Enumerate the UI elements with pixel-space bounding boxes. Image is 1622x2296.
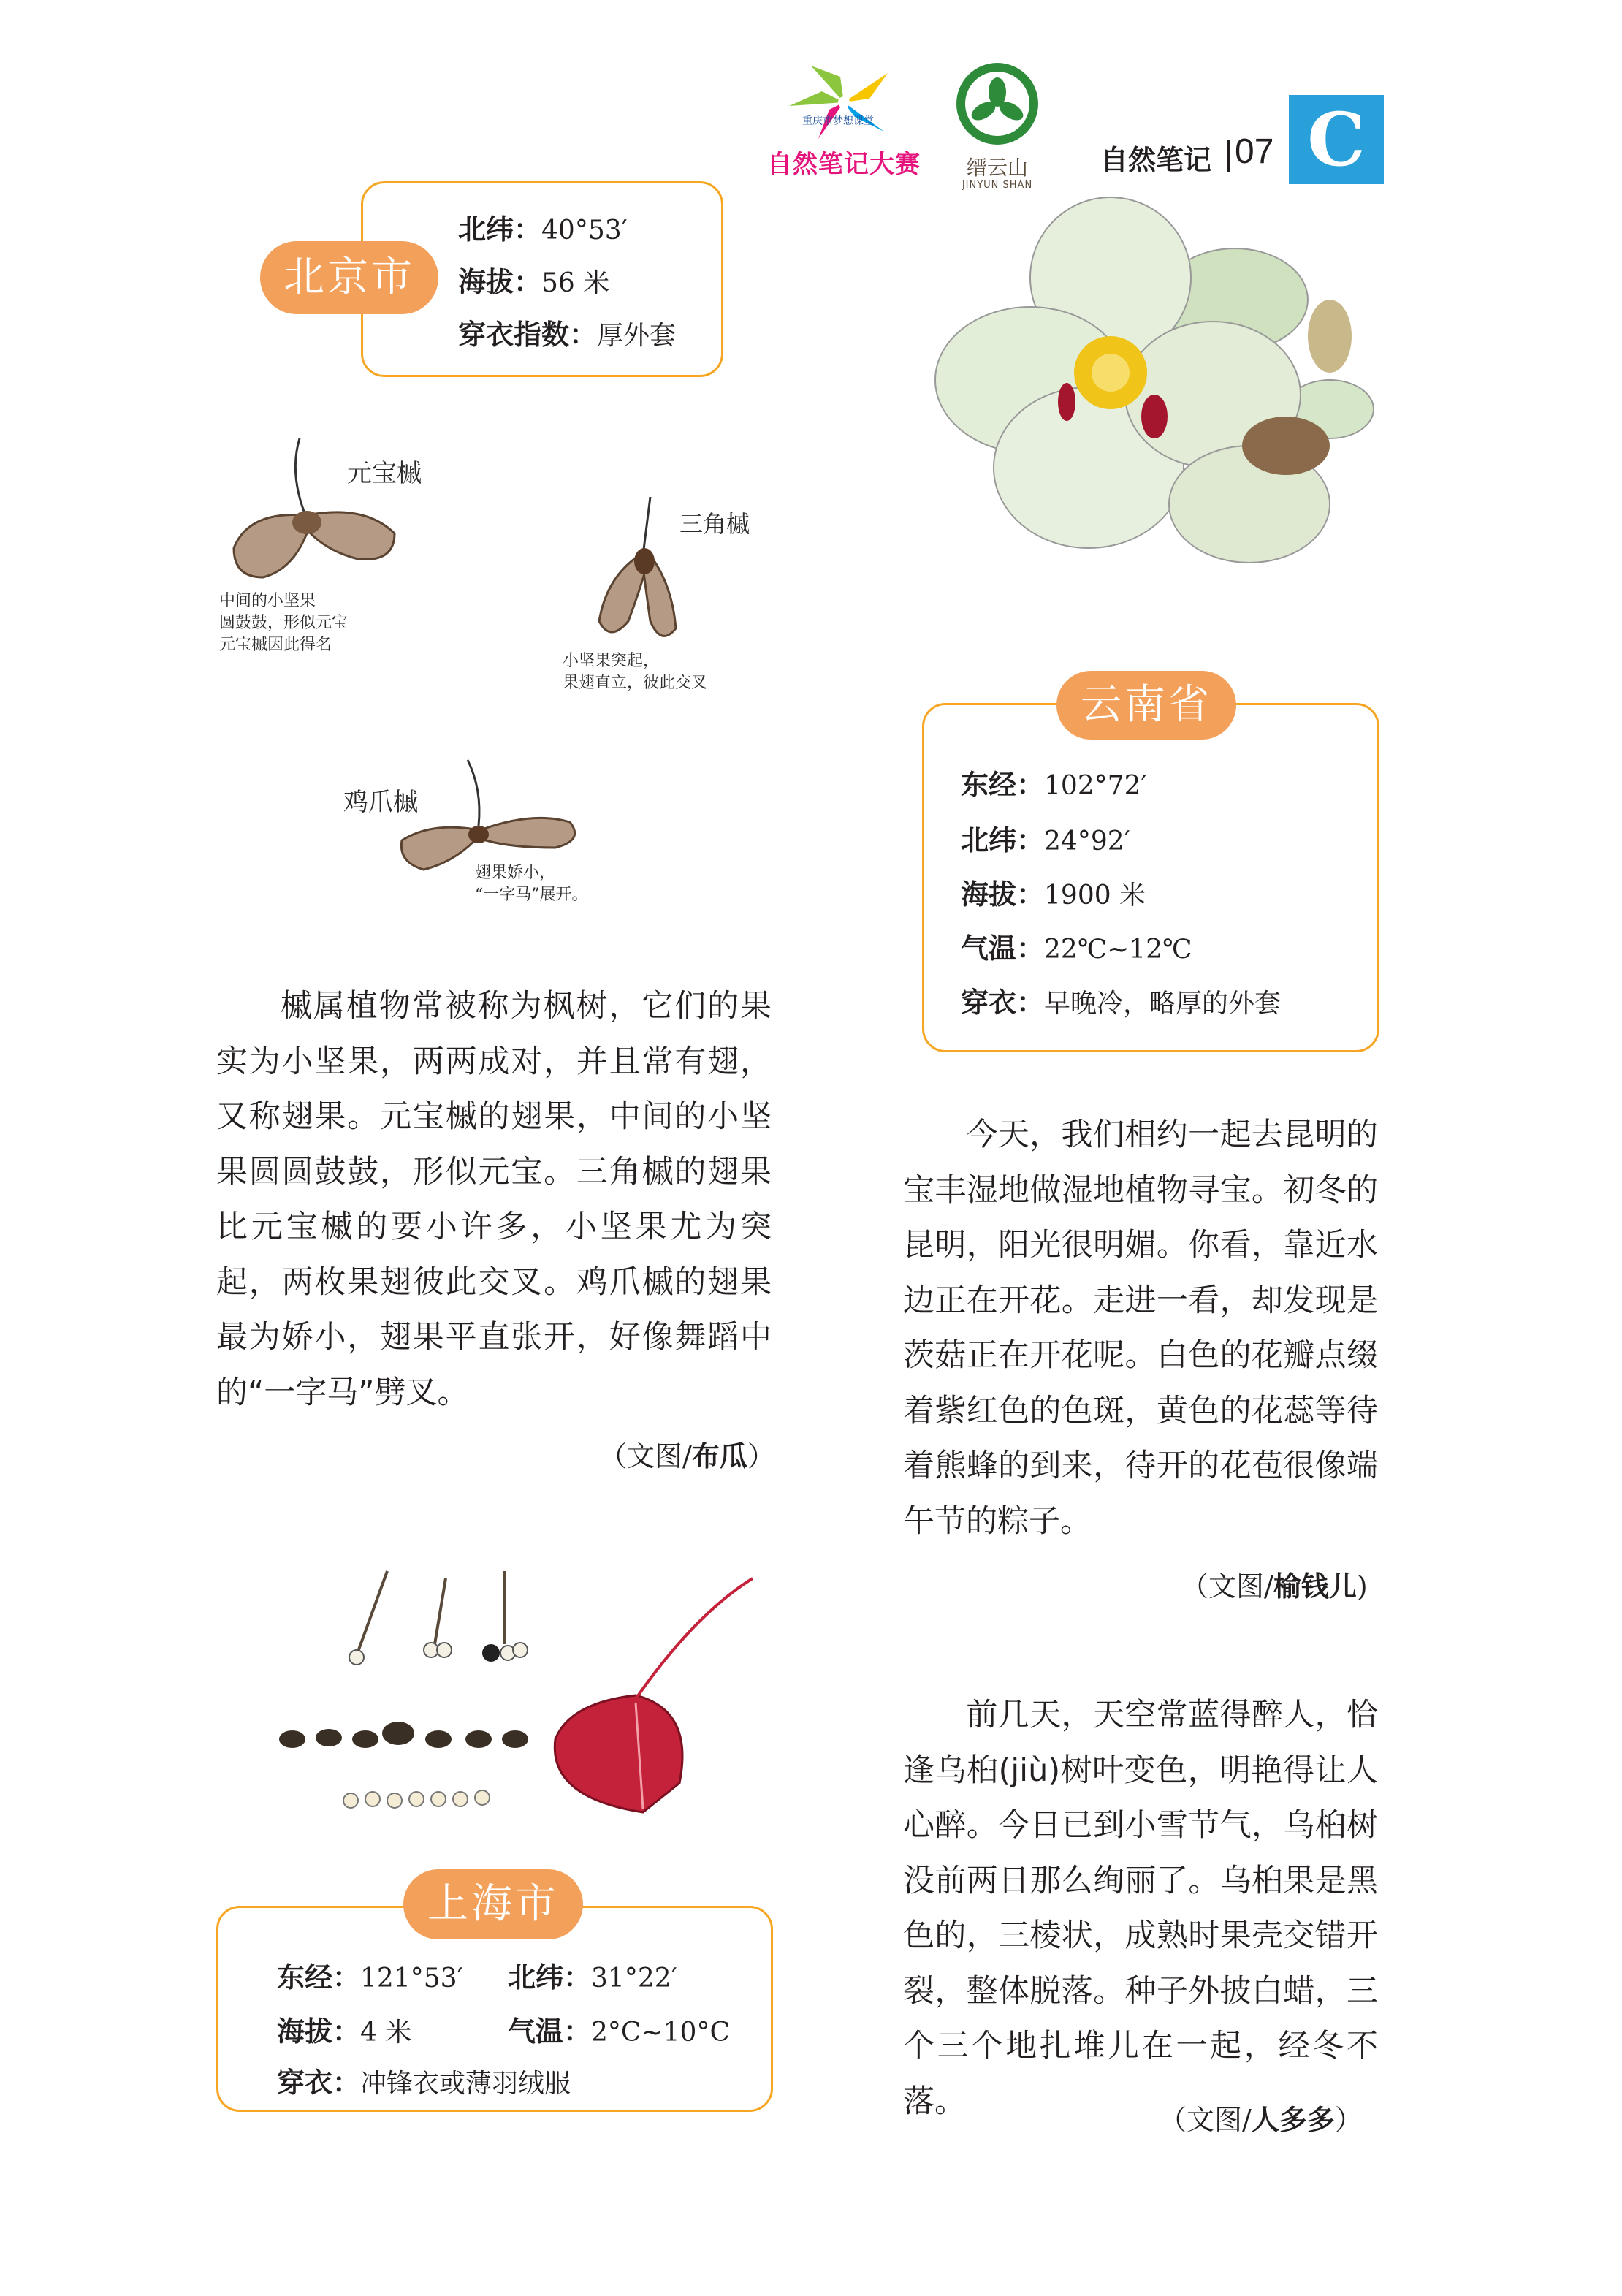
yunnan-clothing: 穿衣：早晚冷，略厚的外套	[961, 987, 1282, 1019]
yunnan-paragraph: 今天，我们相约一起去昆明的宝丰湿地做湿地植物寻宝。初冬的昆明，阳光很明媚。你看，靠近水边正在开花。走进一看，却发现是茨菇正在开花呢。白色的花瓣点缀着紫红色的色斑，黄色的花蕊等待着熊蜂的到来，待开的花苞很像端午节的粽子。	[903, 1117, 1378, 1540]
jizhao-label: 鸡爪槭	[343, 788, 418, 817]
beijing-city-pill: 北京市	[260, 241, 438, 314]
beijing-paragraph: 槭属植物常被称为枫树，它们的果实为小坚果，两两成对，并且常有翅，又称翅果。元宝槭的翅果，中间的小坚果圆圆鼓鼓，形似元宝。三角槭的翅果比元宝槭的要小许多，小坚果尤为突起，两枚果翅彼此交叉。鸡爪槭的翅果最为娇小，翅果平直张开，好像舞蹈中的“一字马”劈叉。	[216, 988, 772, 1411]
yuanbao-label: 元宝槭	[347, 459, 422, 488]
pinwheel-icon	[760, 62, 928, 142]
leaf-emblem-icon	[950, 60, 1045, 148]
jinyun-logo	[950, 60, 1045, 191]
yunnan-province-pill: 云南省	[1056, 671, 1236, 740]
beijing-altitude: 海拔：56 米	[458, 266, 610, 298]
sanjiao-label: 三角槭	[679, 510, 750, 538]
yunnan-latitude: 北纬：24°92′	[961, 824, 1130, 856]
header-divider	[1227, 140, 1230, 172]
page-number: 07	[1235, 132, 1274, 171]
maple-samara-sketches	[219, 431, 796, 928]
yunnan-credit: （文图/榆钱儿)	[1181, 1570, 1368, 1603]
tallow-leaf-and-seeds-icon	[256, 1564, 767, 1841]
shanghai-city-pill: 上海市	[403, 1869, 583, 1939]
shanghai-clothing: 穿衣：冲锋衣或薄羽绒服	[277, 2067, 571, 2099]
yunnan-temperature: 气温：22℃~12℃	[961, 932, 1192, 965]
section-title: 自然笔记	[1100, 144, 1212, 176]
beijing-credit: （文图/布瓜）	[599, 1440, 775, 1472]
shanghai-temperature: 气温：2°C~10°C	[508, 2015, 730, 2048]
yuanbao-note: 中间的小坚果 圆鼓鼓，形似元宝 元宝槭因此得名	[219, 592, 349, 654]
yunnan-altitude: 海拔：1900 米	[961, 878, 1146, 911]
beijing-clothing: 穿衣指数：厚外套	[458, 319, 677, 351]
shanghai-paragraph: 前几天，天空常蓝得醉人，恰逢乌桕(jiù)树叶变色，明艳得让人心醉。今日已到小雪节气，乌桕树没前两日那么绚丽了。乌桕果是黑色的，三棱状，成熟时果壳交错开裂，整体脱落。种子外披白蜡，三个三个地扎堆儿在一起，经冬不落。	[903, 1697, 1378, 2120]
jinyun-logo-en: JINYUN SHAN	[962, 180, 1033, 191]
dream-logo-subtitle: 重庆市梦想课堂	[802, 115, 874, 127]
section-letter-badge: C	[1289, 95, 1384, 184]
yunnan-longitude: 东经：102°72′	[961, 769, 1147, 801]
tallow-tree-illustration	[256, 1564, 767, 1841]
shanghai-credit: （文图/人多多）	[1159, 2104, 1363, 2136]
jinyun-logo-name: 缙云山	[966, 156, 1028, 180]
dream-classroom-logo	[760, 62, 928, 186]
sanjiao-note: 小坚果突起， 果翅直立，彼此交叉	[563, 652, 708, 692]
shanghai-latitude: 北纬：31°22′	[508, 1961, 677, 1993]
jizhao-note: 翅果娇小， “一字马”展开。	[475, 864, 588, 904]
yunnan-info-box	[922, 703, 1379, 1052]
flower-icon	[921, 190, 1374, 607]
shanghai-longitude: 东经：121°53′	[277, 1961, 463, 1993]
beijing-latitude: 北纬：40°53′	[458, 213, 628, 246]
dream-logo-title: 自然笔记大赛	[767, 150, 921, 179]
arrowhead-flower-illustration	[921, 190, 1374, 607]
shanghai-altitude: 海拔：4 米	[277, 2015, 412, 2048]
